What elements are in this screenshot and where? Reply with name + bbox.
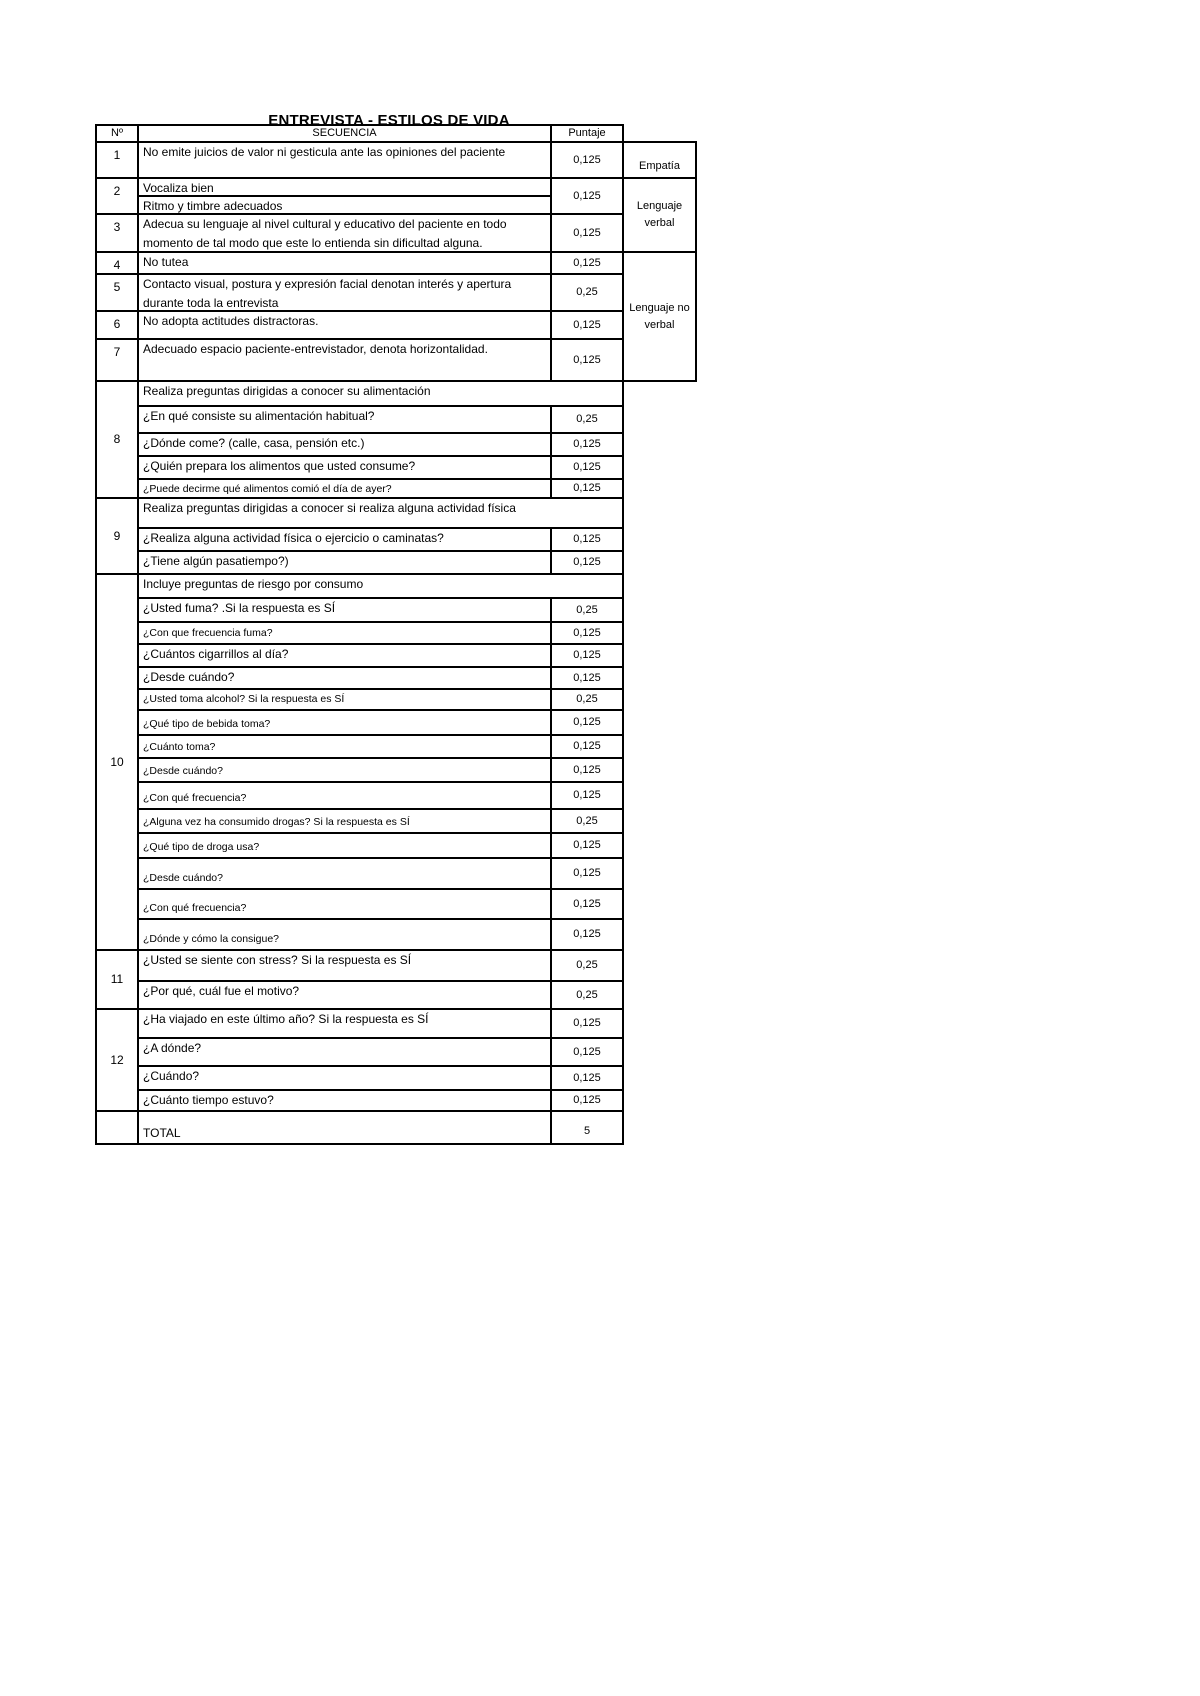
cell-text: 0,125 bbox=[573, 789, 601, 801]
cell-text: 0,25 bbox=[576, 959, 598, 971]
item-number-label: 9 bbox=[113, 528, 121, 543]
cell-text: 0,125 bbox=[573, 649, 601, 661]
question-row bbox=[137, 709, 552, 736]
question-row bbox=[137, 832, 552, 859]
cell-text: 0,125 bbox=[573, 153, 601, 166]
category-empathy bbox=[622, 141, 697, 179]
cell-text: 0,25 bbox=[576, 988, 598, 1001]
cell-text: Contacto visual, postura y expresión facial denotan interés y apertura durante toda la entrevista bbox=[143, 277, 512, 310]
question-row bbox=[137, 177, 552, 197]
item-number-label: 6 bbox=[113, 317, 121, 331]
cell-text: 0,125 bbox=[573, 461, 601, 473]
score-cell bbox=[550, 757, 624, 783]
cell-text: 5 bbox=[583, 1125, 591, 1137]
item-number bbox=[95, 177, 139, 215]
cell-text: Lenguaje verbal bbox=[636, 200, 683, 229]
section-heading bbox=[137, 497, 624, 529]
cell-text: 0,125 bbox=[573, 740, 601, 752]
cell-text: ¿Alguna vez ha consumido drogas? Si la respuesta es SÍ bbox=[143, 816, 410, 828]
cell-text: 0,125 bbox=[573, 928, 601, 940]
question-row bbox=[137, 213, 552, 253]
cell-text: 0,125 bbox=[573, 353, 601, 366]
question-row bbox=[137, 478, 552, 499]
cell-text: 0,25 bbox=[576, 413, 598, 425]
cell-text: ¿Realiza alguna actividad física o ejercicio o caminatas? bbox=[143, 531, 444, 545]
total-num-cell bbox=[95, 1110, 139, 1145]
question-row bbox=[137, 141, 552, 179]
score-cell bbox=[550, 734, 624, 759]
score-cell bbox=[550, 832, 624, 859]
question-row bbox=[137, 757, 552, 783]
cell-text: No adopta actitudes distractoras. bbox=[143, 314, 319, 328]
item-number-label: 8 bbox=[113, 432, 121, 446]
cell-text: ¿Usted se siente con stress? Si la respuesta es SÍ bbox=[143, 953, 412, 967]
cell-text: ¿Cuándo? bbox=[143, 1069, 200, 1083]
question-row bbox=[137, 666, 552, 690]
question-row bbox=[137, 455, 552, 480]
item-number bbox=[95, 213, 139, 253]
cell-text: Realiza preguntas dirigidas a conocer si realiza alguna actividad física bbox=[143, 501, 516, 515]
cell-text: ¿Con qué frecuencia? bbox=[143, 792, 247, 804]
item-number bbox=[95, 338, 139, 382]
cell-text: ¿Desde cuándo? bbox=[143, 670, 235, 684]
question-row bbox=[137, 405, 552, 434]
score-cell bbox=[550, 432, 624, 457]
question-row bbox=[137, 527, 552, 552]
score-cell bbox=[550, 688, 624, 711]
score-cell bbox=[550, 918, 624, 951]
section-heading bbox=[137, 573, 624, 599]
cell-text: 0,125 bbox=[573, 533, 601, 545]
item-number bbox=[95, 380, 139, 499]
question-row bbox=[137, 888, 552, 920]
score-cell bbox=[550, 550, 624, 575]
cell-text: ¿Por qué, cuál fue el motivo? bbox=[143, 984, 300, 998]
category-verbal bbox=[622, 177, 697, 253]
cell-text: Empatía bbox=[639, 160, 680, 172]
cell-text: ¿Quién prepara los alimentos que usted consume? bbox=[143, 459, 416, 473]
question-row bbox=[137, 338, 552, 382]
question-row bbox=[137, 980, 552, 1010]
cell-text: 0,125 bbox=[573, 226, 601, 239]
item-number bbox=[95, 310, 139, 340]
cell-text: 0,125 bbox=[573, 1045, 601, 1058]
cell-text: 0,125 bbox=[573, 671, 601, 684]
item-number bbox=[95, 251, 139, 275]
score-cell bbox=[550, 478, 624, 499]
question-row bbox=[137, 808, 552, 834]
question-row bbox=[137, 1037, 552, 1067]
score-cell bbox=[550, 980, 624, 1010]
cell-text: 0,125 bbox=[573, 189, 601, 202]
cell-text: 0,125 bbox=[573, 716, 601, 728]
cell-text: Realiza preguntas dirigidas a conocer su alimentación bbox=[143, 384, 431, 398]
cell-text: ¿A dónde? bbox=[143, 1041, 202, 1055]
cell-text: 0,25 bbox=[576, 286, 598, 298]
question-row bbox=[137, 273, 552, 312]
question-row bbox=[137, 597, 552, 623]
item-number-label: 7 bbox=[113, 345, 121, 359]
question-row bbox=[137, 251, 552, 275]
cell-text: ¿Dónde come? (calle, casa, pensión etc.) bbox=[143, 436, 365, 450]
total-label bbox=[137, 1110, 552, 1145]
cell-text: ¿Usted fuma? .Si la respuesta es SÍ bbox=[143, 601, 336, 615]
cell-text: 0,125 bbox=[573, 318, 601, 331]
item-number bbox=[95, 273, 139, 312]
item-number bbox=[95, 573, 139, 951]
question-row bbox=[137, 734, 552, 759]
cell-text: ¿Con qué frecuencia? bbox=[143, 902, 247, 914]
question-row bbox=[137, 857, 552, 890]
cell-text: Ritmo y timbre adecuados bbox=[143, 199, 283, 213]
cell-text: Puntaje bbox=[568, 127, 606, 139]
score-cell bbox=[550, 251, 624, 275]
cell-text: ¿Qué tipo de droga usa? bbox=[143, 841, 260, 853]
question-row bbox=[137, 195, 552, 215]
score-cell bbox=[550, 857, 624, 890]
cell-text: Lenguaje no verbal bbox=[629, 301, 690, 331]
item-number bbox=[95, 141, 139, 179]
cell-text: 0,25 bbox=[576, 603, 598, 616]
score-cell bbox=[550, 709, 624, 736]
item-number-label: 11 bbox=[110, 972, 124, 986]
cell-text: ¿En qué consiste su alimentación habitual? bbox=[143, 409, 375, 423]
cell-text: 0,125 bbox=[573, 438, 601, 450]
score-cell bbox=[550, 888, 624, 920]
total-score bbox=[550, 1110, 624, 1145]
cell-text: 0,25 bbox=[576, 814, 598, 827]
question-row bbox=[137, 918, 552, 951]
cell-text: ¿Desde cuándo? bbox=[143, 872, 223, 884]
cell-text: Vocaliza bien bbox=[143, 181, 214, 195]
cell-text: 0,125 bbox=[573, 897, 601, 910]
score-cell bbox=[550, 949, 624, 982]
score-cell bbox=[550, 666, 624, 690]
score-cell bbox=[550, 213, 624, 253]
cell-text: ¿Cuánto tiempo estuvo? bbox=[143, 1093, 274, 1107]
cell-text: Incluye preguntas de riesgo por consumo bbox=[143, 577, 364, 591]
cell-text: ¿Usted toma alcohol? Si la respuesta es SÍ bbox=[143, 693, 345, 705]
cell-text: 0,25 bbox=[576, 693, 598, 705]
question-row bbox=[137, 781, 552, 810]
score-cell bbox=[550, 273, 624, 312]
cell-text: ¿Dónde y cómo la consigue? bbox=[143, 933, 279, 945]
cell-text: ¿Puede decirme qué alimentos comió el día de ayer? bbox=[143, 483, 392, 495]
cell-text: ¿Con que frecuencia fuma? bbox=[143, 627, 273, 639]
cell-text: No emite juicios de valor ni gesticula ante las opiniones del paciente bbox=[143, 145, 506, 159]
question-row bbox=[137, 1008, 552, 1039]
score-cell bbox=[550, 338, 624, 382]
score-cell bbox=[550, 643, 624, 668]
score-cell bbox=[550, 527, 624, 552]
score-cell bbox=[550, 597, 624, 623]
cell-text: No tutea bbox=[143, 255, 189, 269]
item-number-label: 10 bbox=[110, 754, 124, 769]
cell-text: SECUENCIA bbox=[312, 127, 377, 139]
score-cell bbox=[550, 310, 624, 340]
cell-text: Adecuado espacio paciente-entrevistador, denota horizontalidad. bbox=[143, 342, 488, 356]
cell-text: Nº bbox=[111, 127, 123, 139]
cell-text: 0,125 bbox=[573, 839, 601, 851]
cell-text: 0,125 bbox=[573, 626, 601, 639]
score-cell bbox=[550, 1089, 624, 1112]
cell-text: 0,125 bbox=[573, 482, 601, 494]
cell-text: ¿Qué tipo de bebida toma? bbox=[143, 718, 271, 730]
cell-text: TOTAL bbox=[143, 1126, 181, 1140]
item-number bbox=[95, 497, 139, 575]
cell-text: 0,125 bbox=[573, 1094, 601, 1106]
score-cell bbox=[550, 177, 624, 215]
score-cell bbox=[550, 621, 624, 645]
score-cell bbox=[550, 1037, 624, 1067]
item-number-label: 4 bbox=[113, 258, 121, 272]
question-row bbox=[137, 1089, 552, 1112]
cell-text: ¿Cuánto toma? bbox=[143, 741, 216, 753]
cell-text: 0,125 bbox=[573, 1071, 601, 1084]
question-row bbox=[137, 310, 552, 340]
question-row bbox=[137, 1065, 552, 1091]
cell-text: ¿Desde cuándo? bbox=[143, 765, 223, 777]
cell-text: 0,125 bbox=[573, 763, 601, 776]
section-heading bbox=[137, 380, 624, 407]
item-number-label: 1 bbox=[113, 148, 121, 162]
score-cell bbox=[550, 1008, 624, 1039]
cell-text: ¿Ha viajado en este último año? Si la respuesta es SÍ bbox=[143, 1012, 429, 1026]
score-cell bbox=[550, 455, 624, 480]
question-row bbox=[137, 949, 552, 982]
item-number bbox=[95, 1008, 139, 1112]
question-row bbox=[137, 643, 552, 668]
item-number bbox=[95, 949, 139, 1010]
cell-text: 0,125 bbox=[573, 1017, 601, 1029]
cell-text: 0,125 bbox=[573, 256, 601, 269]
item-number-label: 12 bbox=[110, 1052, 124, 1067]
item-number-label: 2 bbox=[113, 184, 121, 198]
document-title: ENTREVISTA - ESTILOS DE VIDA bbox=[268, 112, 510, 129]
score-cell bbox=[550, 808, 624, 834]
cell-text: ¿Cuántos cigarrillos al día? bbox=[143, 647, 289, 661]
score-cell bbox=[550, 405, 624, 434]
cell-text: 0,125 bbox=[573, 556, 601, 568]
question-row bbox=[137, 688, 552, 711]
question-row bbox=[137, 621, 552, 645]
question-row bbox=[137, 550, 552, 575]
score-cell bbox=[550, 1065, 624, 1091]
item-number-label: 3 bbox=[113, 220, 121, 234]
cell-text: ¿Tiene algún pasatiempo?) bbox=[143, 554, 289, 568]
cell-text: Adecua su lenguaje al nivel cultural y educativo del paciente en todo momento de tal modo que este lo entienda sin dificultad alguna. bbox=[143, 217, 507, 250]
category-non-verbal bbox=[622, 251, 697, 382]
cell-text: 0,125 bbox=[573, 867, 601, 879]
score-cell bbox=[550, 141, 624, 179]
question-row bbox=[137, 432, 552, 457]
score-cell bbox=[550, 781, 624, 810]
item-number-label: 5 bbox=[113, 280, 121, 294]
